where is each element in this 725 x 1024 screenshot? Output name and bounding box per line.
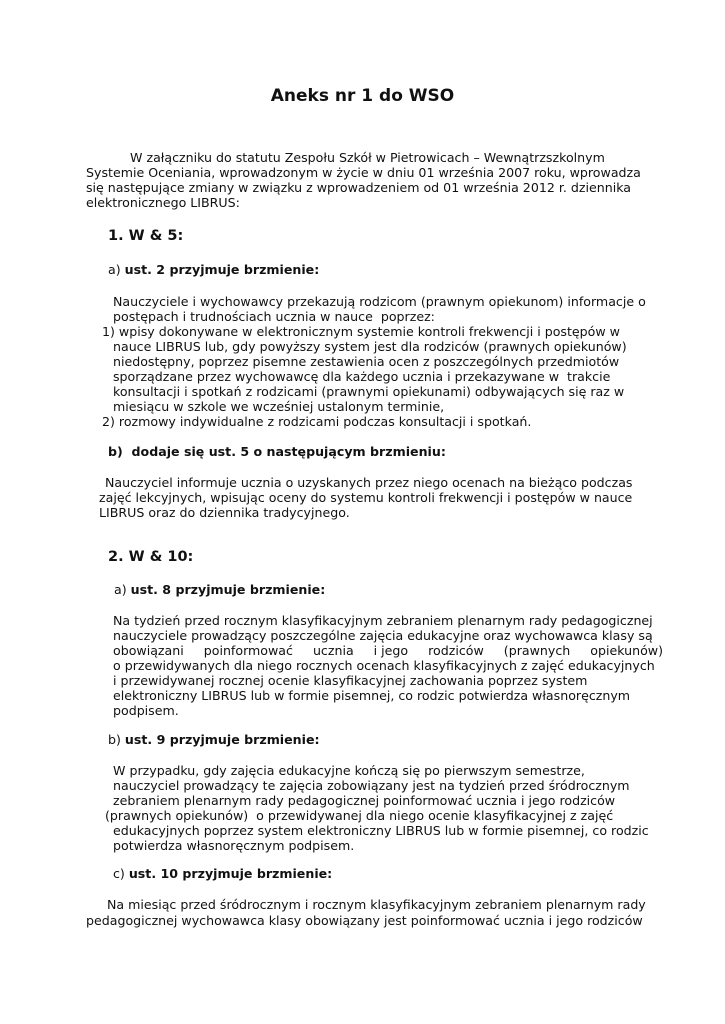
paragraph-line: o przewidywanych dla niego rocznych ocenach klasyfikacyjnych z zajęć edukacyjnych: [113, 658, 655, 673]
list-item: 2) rozmowy indywidualne z rodzicami podczas konsultacji i spotkań.: [102, 414, 532, 429]
paragraph-line: (prawnych opiekunów) o przewidywanej dla niego ocenie klasyfikacyjnej z zajęć: [105, 808, 614, 823]
paragraph-line: nauce LIBRUS lub, gdy powyższy system jest dla rodziców (prawnych opiekunów): [113, 339, 627, 354]
paragraph-line: obowiązani poinformować ucznia i jego rodziców (prawnych opiekunów): [113, 643, 663, 658]
paragraph-line: edukacyjnych poprzez system elektroniczny LIBRUS lub w formie pisemnej, co rodzic: [113, 823, 649, 838]
paragraph-line: podpisem.: [113, 703, 179, 718]
paragraph-line: zajęć lekcyjnych, wpisując oceny do systemu kontroli frekwencji i postępów w nauce: [99, 490, 633, 505]
intro-line: się następujące zmiany w związku z wprowadzeniem od 01 września 2012 r. dziennika: [86, 180, 631, 195]
subsection-title: a) ust. 8 przyjmuje brzmienie:: [114, 582, 326, 597]
paragraph-line: pedagogicznej wychowawca klasy obowiązany jest poinformować ucznia i jego rodziców: [86, 913, 643, 928]
intro-line: elektronicznego LIBRUS:: [86, 195, 240, 210]
section-heading: 1. W & 5:: [108, 228, 184, 244]
subsection-title: c) ust. 10 przyjmuje brzmienie:: [113, 866, 333, 881]
subsection-title: a) ust. 2 przyjmuje brzmienie:: [108, 262, 320, 277]
paragraph-line: postępach i trudnościach ucznia w nauce poprzez:: [113, 309, 435, 324]
section-heading: 2. W & 10:: [108, 549, 194, 565]
paragraph-line: Na tydzień przed rocznym klasyfikacyjnym zebraniem plenarnym rady pedagogicznej: [113, 613, 653, 628]
intro-line: W załączniku do statutu Zespołu Szkół w Pietrowicach – Wewnątrzszkolnym: [130, 150, 605, 165]
paragraph-line: Na miesiąc przed śródrocznym i rocznym klasyfikacyjnym zebraniem plenarnym rady: [107, 897, 646, 912]
subsection-title: b) dodaje się ust. 5 o następującym brzmieniu:: [108, 444, 446, 459]
paragraph-line: nauczyciele prowadzący poszczególne zajęcia edukacyjne oraz wychowawca klasy są: [113, 628, 653, 643]
paragraph-line: LIBRUS oraz do dziennika tradycyjnego.: [99, 505, 350, 520]
paragraph-line: zebraniem plenarnym rady pedagogicznej poinformować ucznia i jego rodziców: [113, 793, 616, 808]
paragraph-line: elektroniczny LIBRUS lub w formie pisemnej, co rodzic potwierdza własnoręcznym: [113, 688, 631, 703]
subsection-title: b) ust. 9 przyjmuje brzmienie:: [108, 732, 320, 747]
intro-line: Systemie Oceniania, wprowadzonym w życie w dniu 01 września 2007 roku, wprowadza: [86, 165, 641, 180]
paragraph-line: miesiącu w szkole we wcześniej ustalonym terminie,: [113, 399, 445, 414]
paragraph-line: Nauczyciel informuje ucznia o uzyskanych przez niego ocenach na bieżąco podczas: [105, 475, 633, 490]
paragraph-line: nauczyciel prowadzący te zajęcia zobowiązany jest na tydzień przed śródrocznym: [113, 778, 630, 793]
paragraph-line: Nauczyciele i wychowawcy przekazują rodzicom (prawnym opiekunom) informacje o: [113, 294, 646, 309]
paragraph-line: W przypadku, gdy zajęcia edukacyjne kończą się po pierwszym semestrze,: [113, 763, 585, 778]
document-title: Aneks nr 1 do WSO: [270, 86, 455, 106]
paragraph-line: konsultacji i spotkań z rodzicami (prawnymi opiekunami) odbywających się raz w: [113, 384, 625, 399]
paragraph-line: potwierdza własnoręcznym podpisem.: [113, 838, 355, 853]
paragraph-line: i przewidywanej rocznej ocenie klasyfikacyjnej zachowania poprzez system: [113, 673, 588, 688]
list-item: 1) wpisy dokonywane w elektronicznym systemie kontroli frekwencji i postępów w: [102, 324, 620, 339]
paragraph-line: niedostępny, poprzez pisemne zestawienia ocen z poszczególnych przedmiotów: [113, 354, 620, 369]
paragraph-line: sporządzane przez wychowawcę dla każdego ucznia i przekazywane w trakcie: [113, 369, 611, 384]
